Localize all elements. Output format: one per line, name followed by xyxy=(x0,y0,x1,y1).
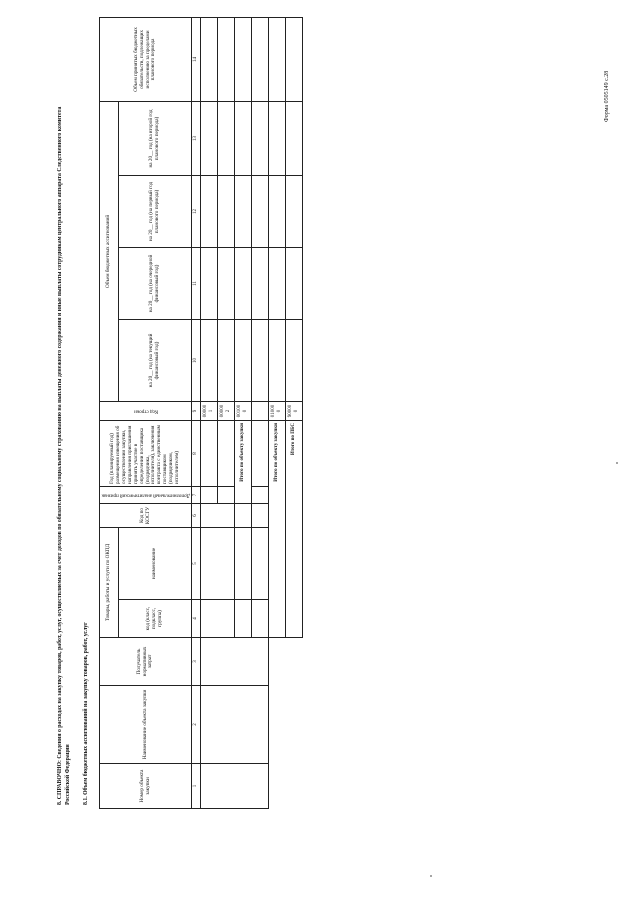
col-header-9: Код строки xyxy=(100,401,192,420)
col-number: 10 xyxy=(192,319,201,401)
cell xyxy=(201,764,269,809)
col-number: 1 xyxy=(192,764,201,809)
cell xyxy=(269,247,286,319)
cell xyxy=(235,503,252,527)
column-number-row xyxy=(192,17,201,808)
cell xyxy=(252,503,269,527)
col-header-11: на 20__ год (на очередной финансовый год) xyxy=(119,247,192,319)
cell xyxy=(218,420,235,486)
blank-cell xyxy=(269,638,286,809)
cell xyxy=(252,486,269,503)
cell xyxy=(201,247,218,319)
cell xyxy=(201,17,218,101)
total-label: Итого по объекту закупки xyxy=(235,420,252,503)
cell xyxy=(201,420,218,486)
cell xyxy=(201,503,235,527)
scan-speck xyxy=(616,462,618,464)
cell xyxy=(286,101,303,175)
col-number: 5 xyxy=(192,527,201,599)
cell xyxy=(235,527,252,599)
col-header-okpd-group: Товары, работы и услуги по ОКПД xyxy=(100,527,119,637)
cell xyxy=(252,101,269,175)
col-number: 8 xyxy=(192,420,201,486)
col-number: 6 xyxy=(192,503,201,527)
cell xyxy=(235,101,252,175)
row-code: 000002 xyxy=(218,401,235,420)
cell xyxy=(252,319,269,401)
cell xyxy=(269,101,286,175)
form-code: Форма 0505149 с.28 xyxy=(604,70,610,122)
cell xyxy=(235,247,252,319)
blank-cell xyxy=(286,638,303,809)
cell xyxy=(201,527,235,599)
col-header-7: Дополнительный аналитический признак xyxy=(100,486,192,503)
cell xyxy=(269,175,286,247)
col-number: 12 xyxy=(192,175,201,247)
total-label: Итого по объекту закупки xyxy=(269,420,286,637)
col-number: 9 xyxy=(192,401,201,420)
cell xyxy=(235,175,252,247)
row-code: 000001 xyxy=(201,401,218,420)
scan-speck xyxy=(430,875,432,877)
col-header-13: на 20__ год (на второй год планового периода) xyxy=(119,101,192,175)
table-row xyxy=(201,17,218,808)
cell xyxy=(235,17,252,101)
cell xyxy=(252,17,269,101)
cell xyxy=(218,101,235,175)
section-heading: 8. СПРАВОЧНО: Сведения о расходах на закупку товаров, работ, услуг, осуществляемых за счет доходов по обязательному социальному страхованию на выплаты денежного содержания и иные выплаты сотрудникам центрального аппарата Следственного комитета Российской Федерации xyxy=(57,106,71,805)
cell xyxy=(235,600,252,638)
cell xyxy=(218,17,235,101)
cell xyxy=(201,319,218,401)
cell xyxy=(201,101,218,175)
header-row-1 xyxy=(100,17,119,808)
cell xyxy=(269,17,286,101)
cell xyxy=(218,175,235,247)
cell xyxy=(286,319,303,401)
cell xyxy=(252,175,269,247)
col-header-10: на 20__ год (на текущий финансовый год) xyxy=(119,319,192,401)
total-label: Итого по ПБС xyxy=(286,420,303,637)
row-code: 010000 xyxy=(269,401,286,420)
col-header-4: код (класс, подкласс, группа) xyxy=(119,600,192,638)
col-header-14: Объем принятых бюджетных обязательств, подлежащих исполнению за пределами планового периода xyxy=(100,17,192,101)
cell xyxy=(235,319,252,401)
col-header-3: Получатель нормативных затрат xyxy=(100,638,192,686)
cell xyxy=(201,638,269,686)
cell xyxy=(252,247,269,319)
cell xyxy=(286,247,303,319)
col-number: 13 xyxy=(192,101,201,175)
col-header-12: на 20__ год (на первый год планового периода) xyxy=(119,175,192,247)
col-number: 4 xyxy=(192,600,201,638)
col-number: 7 xyxy=(192,486,201,503)
row-code: 001000 xyxy=(235,401,252,420)
col-header-5: наименование xyxy=(119,527,192,599)
total-row xyxy=(286,17,303,808)
cell xyxy=(201,600,235,638)
col-header-alloc-group: Объем бюджетных ассигнований xyxy=(100,101,119,401)
col-number: 14 xyxy=(192,17,201,101)
col-number: 3 xyxy=(192,638,201,686)
cell xyxy=(252,401,269,420)
col-header-1: Номер объекта закупки xyxy=(100,764,192,809)
col-header-8: Год (планируемый год) размещения извещения об осуществлении закупки, направления приглашения принять участие в определении поставщика (подрядчика, исполнителя), заключения контракта с единственным поставщиком (подрядчиком, исполнителем) xyxy=(100,420,192,486)
col-number: 2 xyxy=(192,686,201,764)
subtotal-row xyxy=(269,17,286,808)
cell xyxy=(201,486,218,503)
cell xyxy=(201,175,218,247)
cell xyxy=(269,319,286,401)
cell xyxy=(252,420,269,486)
subsection-heading: 8.1. Объем бюджетных ассигнований на закупку товаров, работ, услуг xyxy=(83,622,89,805)
cell xyxy=(201,686,269,764)
row-code: 900000 xyxy=(286,401,303,420)
cell xyxy=(218,486,235,503)
col-number: 11 xyxy=(192,247,201,319)
cell xyxy=(286,175,303,247)
cell xyxy=(252,600,269,638)
col-header-2: Наименование объекта закупки xyxy=(100,686,192,764)
cell xyxy=(218,319,235,401)
cell xyxy=(218,247,235,319)
col-header-6: Код по КОСГУ xyxy=(100,503,192,527)
procurement-table xyxy=(99,17,303,809)
cell xyxy=(252,527,269,599)
cell xyxy=(286,17,303,101)
